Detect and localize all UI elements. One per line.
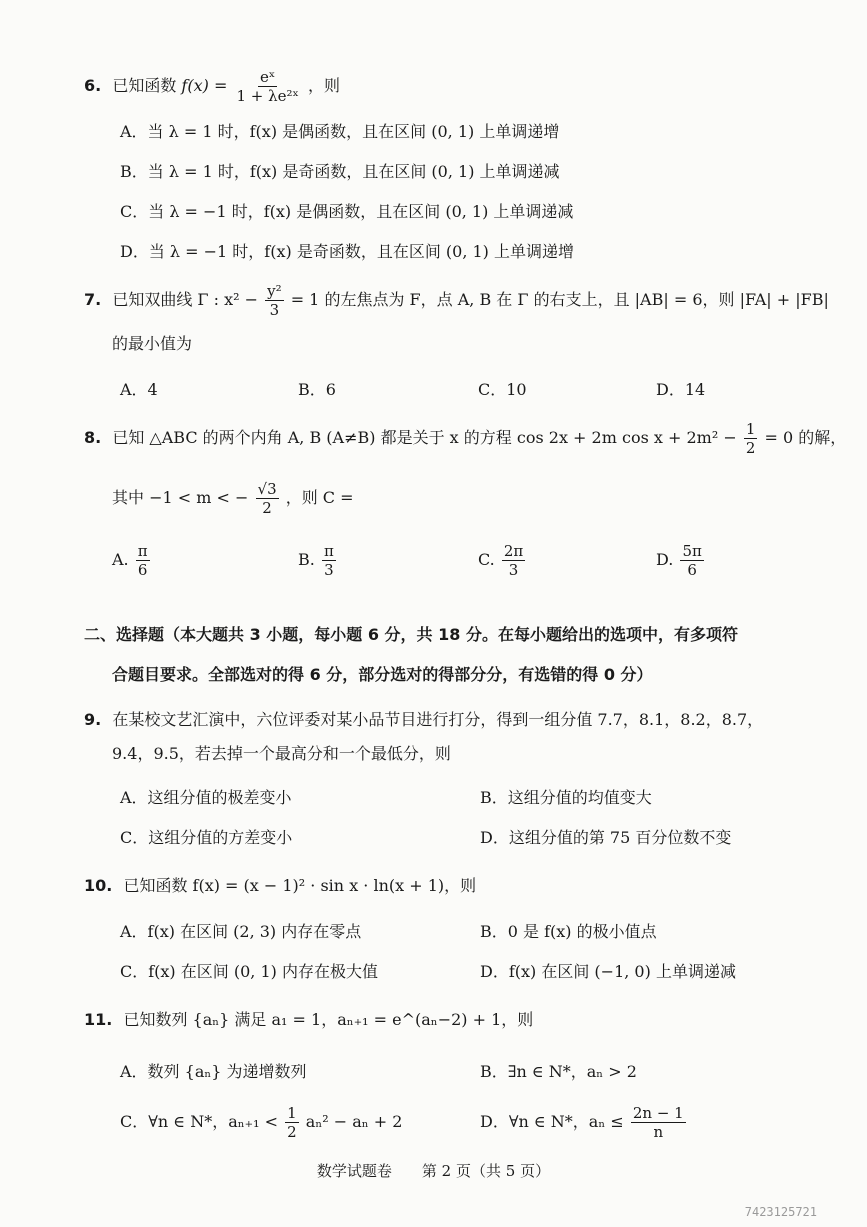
fraction-denominator: 2	[262, 499, 272, 517]
option-text: C．∀n ∈ N*，aₙ₊₁ <	[120, 1112, 279, 1131]
fraction-numerator: 2π	[503, 542, 524, 560]
option-d: D．这组分值的第 75 百分位数不变	[480, 828, 732, 847]
question-10	[84, 872, 804, 900]
option-d: D．14	[656, 380, 706, 399]
option-d	[480, 1104, 688, 1141]
option-d: D．f(x) 在区间 (−1, 0) 上单调递减	[480, 962, 736, 981]
fraction-denominator: 3	[508, 561, 519, 579]
question-number: 8.	[84, 428, 102, 447]
function-expr: f(x) =	[181, 76, 228, 95]
fraction-denominator: n	[653, 1123, 664, 1141]
fraction-denominator: 1 + λe²ˣ	[236, 87, 299, 105]
question-stem-cont: = 1 的左焦点为 F，点 A, B 在 Γ 的右支上，且 |AB| = 6，则 |FA| + |FB|	[290, 290, 829, 309]
option-a: A．当 λ = 1 时，f(x) 是偶函数，且在区间 (0, 1) 上单调递增	[120, 122, 560, 141]
option-d: D．当 λ = −1 时，f(x) 是奇函数，且在区间 (0, 1) 上单调递增	[120, 242, 575, 261]
fraction	[744, 420, 758, 457]
fraction	[256, 480, 279, 517]
option-a: A．4	[120, 380, 158, 399]
fraction	[285, 1104, 299, 1141]
option-text-end: aₙ² − aₙ + 2	[305, 1112, 403, 1131]
option-b: B．当 λ = 1 时，f(x) 是奇函数，且在区间 (0, 1) 上单调递减	[120, 162, 560, 181]
option-b: B．6	[298, 380, 336, 399]
stem-text: 其中 −1 < m < −	[112, 488, 249, 507]
question-stem: 已知 △ABC 的两个内角 A, B (A≠B) 都是关于 x 的方程 cos 2x + 2m cos x + 2m² −	[112, 428, 737, 447]
question-stem: 已知双曲线 Γ : x² −	[112, 290, 258, 309]
option-text: D．∀n ∈ N*，aₙ ≤	[480, 1112, 624, 1131]
option-d	[656, 542, 706, 579]
section-heading-line1: 二、选择题（本大题共 3 小题，每小题 6 分，共 18 分。在每小题给出的选项中，有多项符	[84, 625, 738, 644]
question-number: 7.	[84, 290, 102, 309]
fraction-numerator: eˣ	[260, 68, 276, 86]
fraction-numerator: π	[323, 542, 334, 560]
question-stem: 在某校文艺汇演中，六位评委对某小品节目进行打分，得到一组分值 7.7，8.1，8.2，8.7，	[112, 710, 764, 729]
fraction-numerator: 1	[287, 1104, 297, 1122]
stem-text-end: ，则 C =	[285, 488, 354, 507]
fraction-denominator: 3	[324, 561, 334, 579]
question-stem: 已知数列 {aₙ} 满足 a₁ = 1，aₙ₊₁ = e^(aₙ−2) + 1，则	[123, 1010, 534, 1029]
fraction	[631, 1104, 686, 1141]
option-a: A．数列 {aₙ} 为递增数列	[120, 1062, 307, 1081]
question-6	[84, 68, 804, 105]
fraction	[322, 542, 336, 579]
option-c: C．f(x) 在区间 (0, 1) 内存在极大值	[120, 962, 378, 981]
option-c: C．这组分值的方差变小	[120, 828, 293, 847]
question-number: 9.	[84, 710, 102, 729]
section-heading-line2: 合题目要求。全部选对的得 6 分，部分选对的得部分分，有选错的得 0 分）	[112, 665, 653, 684]
fraction-numerator: 2n − 1	[632, 1104, 684, 1122]
question-stem-line2: 的最小值为	[112, 334, 193, 353]
fraction-denominator: 6	[687, 561, 697, 579]
question-8	[84, 420, 847, 457]
option-b: B．∃n ∈ N*，aₙ > 2	[480, 1062, 637, 1081]
fraction-denominator: 2	[287, 1123, 297, 1141]
question-stem: 已知函数 f(x) = (x − 1)² · sin x · ln(x + 1)，则	[123, 876, 477, 895]
question-7	[84, 282, 844, 319]
fraction-numerator: √3	[257, 480, 277, 498]
option-label: D.	[656, 550, 674, 569]
question-9	[84, 706, 844, 734]
option-a: A．这组分值的极差变小	[120, 788, 292, 807]
question-11	[84, 1006, 804, 1034]
option-b	[298, 542, 338, 579]
fraction-numerator: 1	[745, 420, 756, 438]
option-a	[112, 542, 152, 579]
option-c: C．当 λ = −1 时，f(x) 是偶函数，且在区间 (0, 1) 上单调递减	[120, 202, 574, 221]
question-stem: 已知函数	[112, 76, 177, 95]
option-b: B．0 是 f(x) 的极小值点	[480, 922, 657, 941]
fraction	[502, 542, 525, 579]
fraction-numerator: π	[137, 542, 148, 560]
question-number: 6.	[84, 76, 102, 95]
fraction-denominator: 3	[269, 301, 280, 319]
fraction-denominator: 2	[745, 439, 756, 457]
option-label: B.	[298, 550, 315, 569]
option-b: B．这组分值的均值变大	[480, 788, 652, 807]
option-label: A.	[112, 550, 129, 569]
fraction	[234, 68, 300, 105]
fraction-denominator: 6	[137, 561, 148, 579]
fraction	[265, 282, 284, 319]
question-stem-line2	[112, 480, 354, 517]
fraction-numerator: 5π	[682, 542, 702, 560]
option-c	[478, 542, 527, 579]
fraction	[136, 542, 150, 579]
page-footer: 数学试题卷 第 2 页（共 5 页）	[316, 1162, 551, 1180]
question-stem-cont: = 0 的解，	[764, 428, 847, 447]
question-number: 11.	[84, 1010, 113, 1029]
option-label: C.	[478, 550, 495, 569]
fraction-numerator: y²	[267, 282, 282, 300]
option-c	[120, 1104, 402, 1141]
option-c: C．10	[478, 380, 527, 399]
option-a: A．f(x) 在区间 (2, 3) 内存在零点	[120, 922, 362, 941]
question-number: 10.	[84, 876, 113, 895]
corner-id: 7423125721	[744, 1205, 817, 1219]
fraction	[680, 542, 703, 579]
question-stem-end: ，则	[307, 76, 340, 95]
question-stem-line2: 9.4，9.5，若去掉一个最高分和一个最低分，则	[112, 744, 451, 763]
